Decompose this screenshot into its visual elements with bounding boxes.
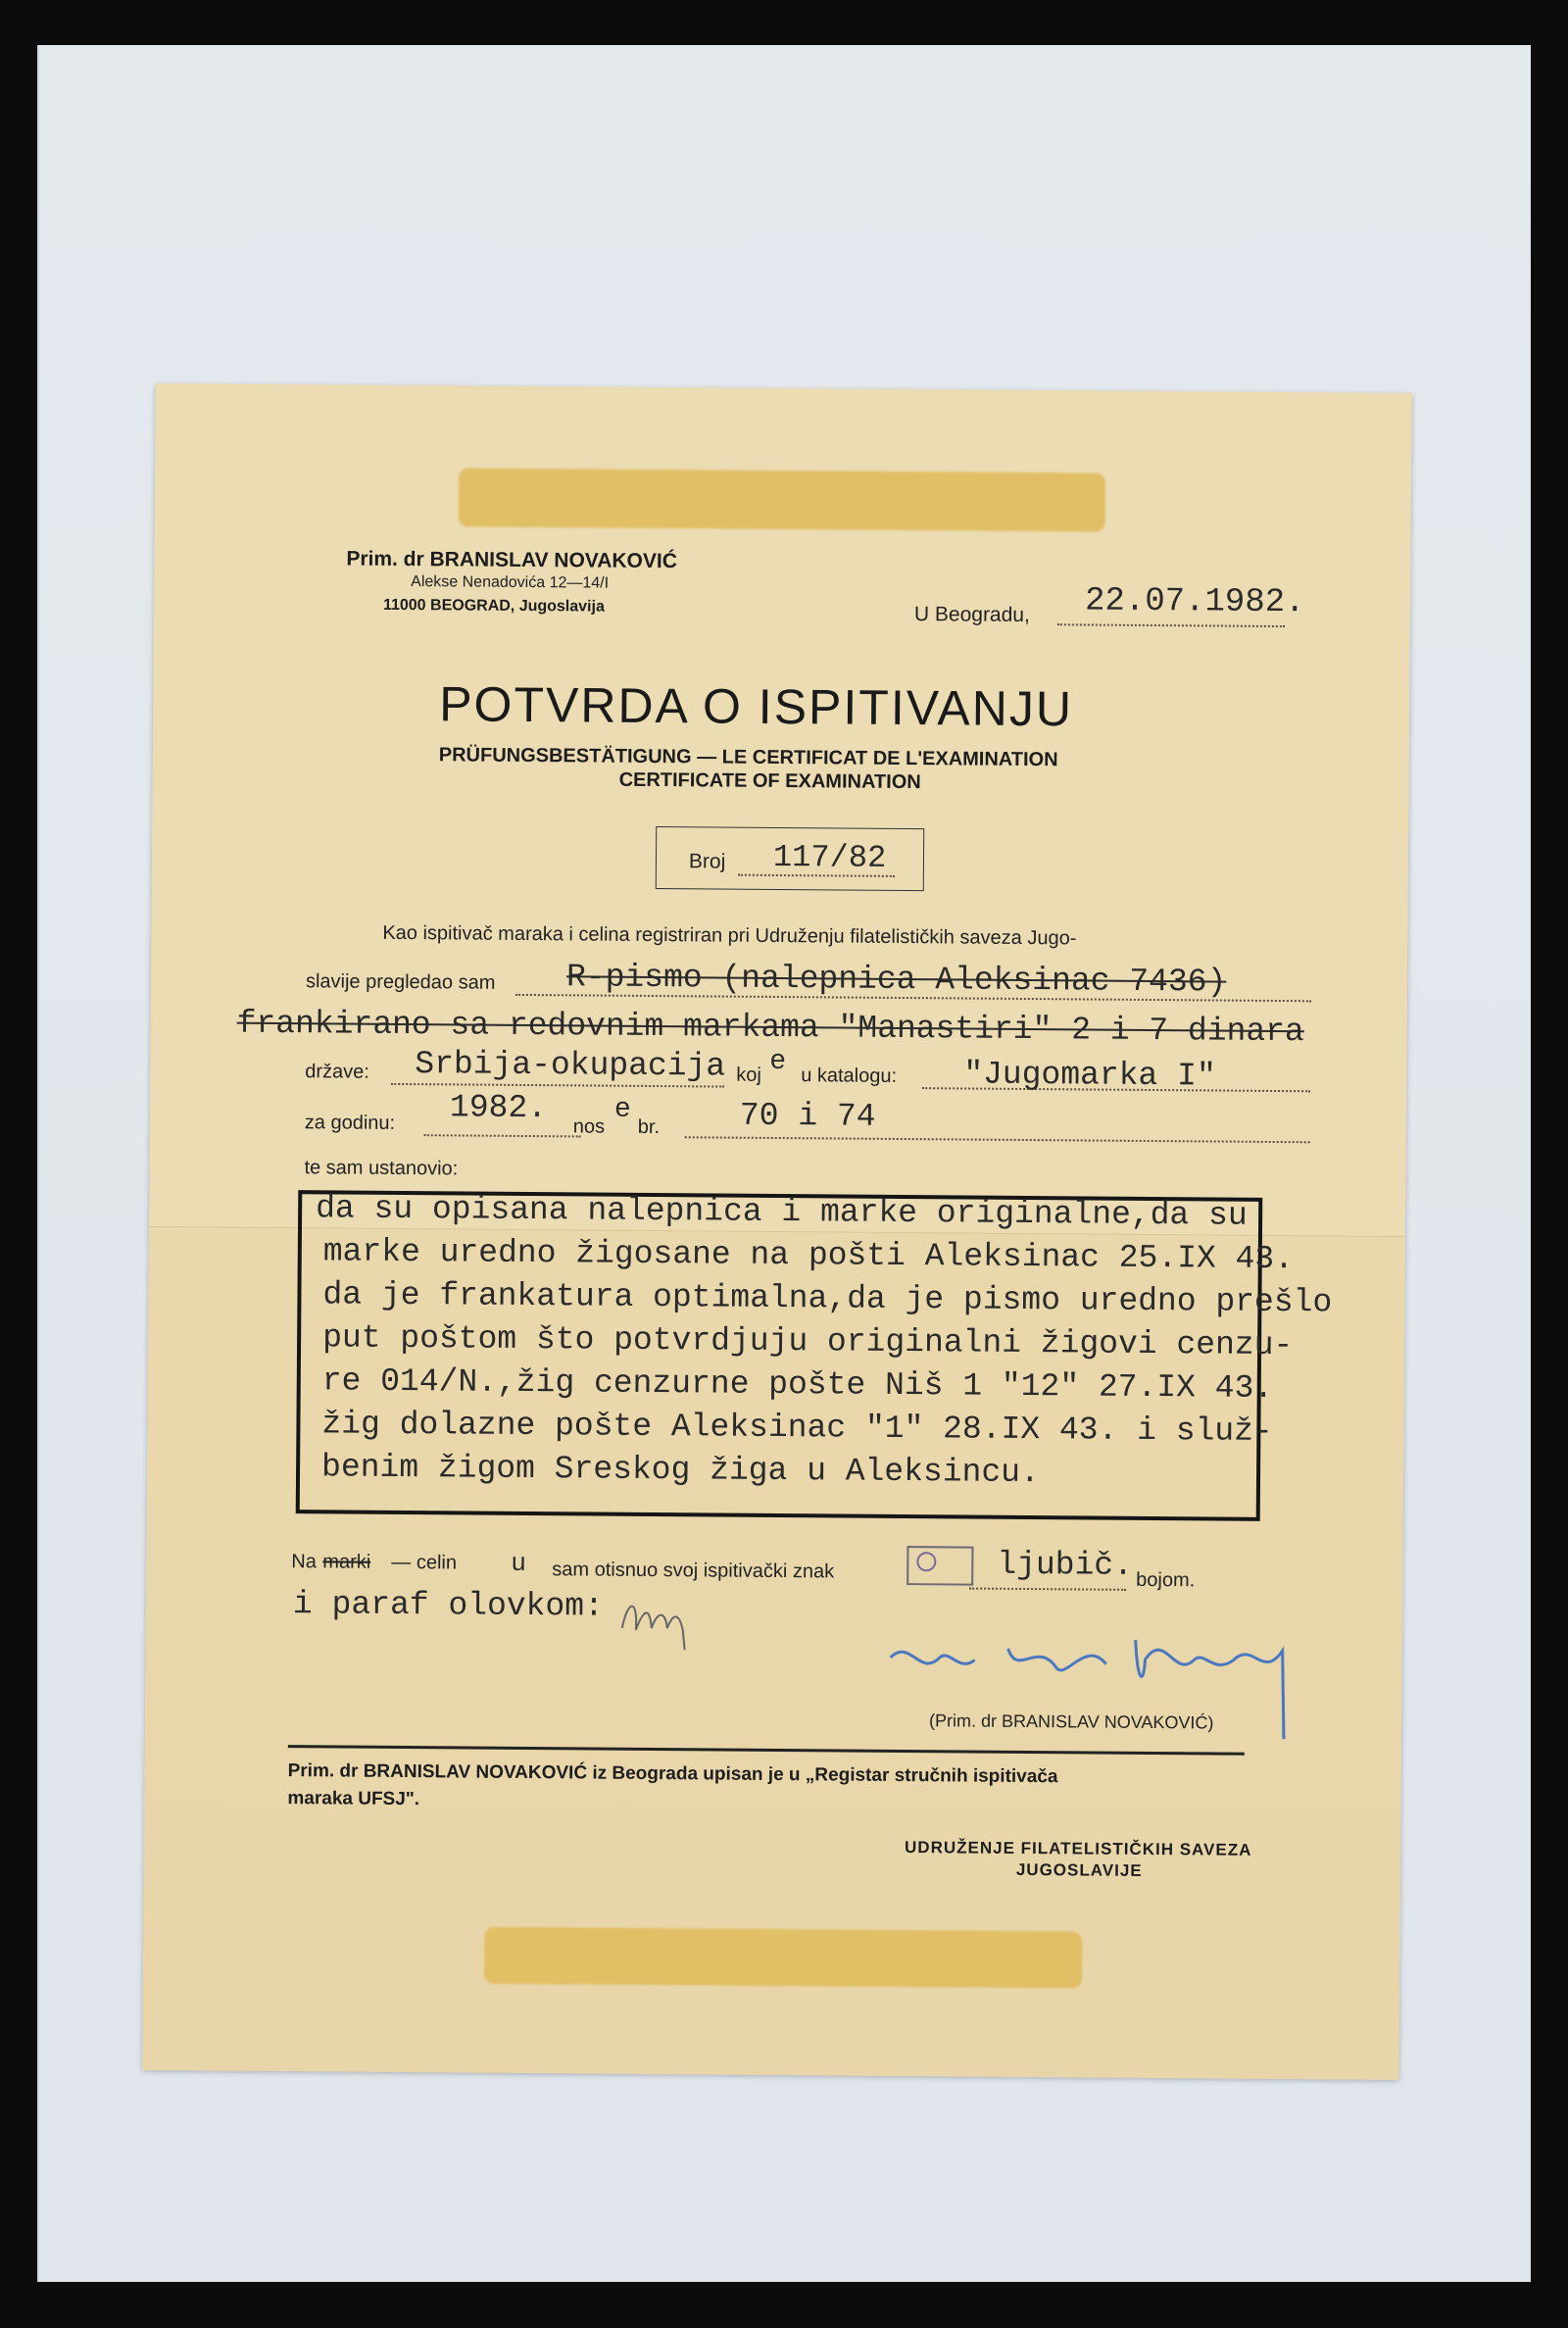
stamp-color: ljubič. <box>997 1546 1134 1584</box>
issuer-city: 11000 BEOGRAD, Jugoslavija <box>382 596 605 616</box>
date-value: 22.07.1982. <box>1084 582 1305 622</box>
bojom-label: bojom. <box>1136 1568 1196 1592</box>
org-line-1: UDRUŽENJE FILATELISTIČKIH SAVEZA <box>904 1838 1252 1859</box>
number-label: Broj <box>688 850 726 873</box>
koj-label: koj <box>736 1064 761 1086</box>
examiner-mark-icon <box>908 1548 971 1584</box>
finding-line-4: put poštom što potvrdjuju originalni žigovi cenzu- <box>321 1319 1294 1364</box>
br-label: br. <box>637 1115 661 1139</box>
finding-line-2: marke uredno žigosane na pošti Aleksinac 25.IX 43. <box>322 1233 1295 1278</box>
intro-line-1: Kao ispitivač maraka i celina registriran pri Udruženju filatelističkih saveza Jugo- <box>382 921 1077 950</box>
finding-line-7: benim žigom Sreskog žiga u Aleksincu. <box>320 1449 1040 1492</box>
catalog-value: "Jugomarka I" <box>963 1056 1216 1095</box>
catalog-label: u katalogu: <box>801 1065 898 1087</box>
stamp-text: sam otisnuo svoj ispitivački znak <box>552 1559 835 1583</box>
koj-suffix: e <box>769 1046 787 1078</box>
state-label: države: <box>305 1061 369 1083</box>
na-label: Na <box>291 1551 318 1573</box>
celin-label: — celin <box>391 1551 458 1574</box>
finding-line-6: žig dolazne pošte Aleksinac "1" 28.IX 43. i služ- <box>321 1406 1273 1450</box>
number-value: 117/82 <box>772 838 887 876</box>
paraf-label: i paraf olovkom: <box>292 1586 604 1625</box>
examiner-mark-box <box>906 1546 973 1586</box>
nos-label: nos <box>572 1115 606 1138</box>
intro-line-2: slavije pregledao sam <box>305 970 496 994</box>
org-line-2: JUGOSLAVIJE <box>1015 1859 1143 1880</box>
register-line-2: maraka UFSJ". <box>287 1788 420 1810</box>
celin-suffix: u <box>511 1548 527 1578</box>
state-value: Srbija-okupacija <box>415 1046 726 1085</box>
established-label: te sam ustanovio: <box>304 1157 459 1180</box>
place-label: U Beogradu, <box>913 603 1030 627</box>
page-title: POTVRDA O ISPITIVANJU <box>438 676 1074 737</box>
subtitle-de-fr: PRÜFUNGSBESTÄTIGUNG — LE CERTIFICAT DE L'EXAMINATION <box>438 744 1058 771</box>
item-typed: R-pismo (nalepnica Aleksinac 7436) <box>565 959 1227 1001</box>
item-typed-2: frankirano sa redovnim markama "Manastiri" 2 i 7 dinara <box>236 1005 1304 1051</box>
subtitle-en: CERTIFICATE OF EXAMINATION <box>618 768 921 794</box>
finding-line-1: da su opisana nalepnica i marke originalne,da su <box>316 1190 1248 1234</box>
certificate-sheet <box>142 383 1411 2079</box>
na-struck: marki <box>322 1551 371 1573</box>
issuer-street: Alekse Nenadovića 12—14/I <box>411 573 610 592</box>
year-label: za godinu: <box>304 1112 396 1134</box>
issuer-name: Prim. dr BRANISLAV NOVAKOVIĆ <box>346 547 678 573</box>
finding-line-3: da je frankatura optimalna,da je pismo uredno prešlo <box>322 1276 1333 1321</box>
signature-caption: (Prim. dr BRANISLAV NOVAKOVIĆ) <box>929 1710 1214 1733</box>
finding-line-5: re 014/N.,žig cenzurne pošte Niš 1 "12" 27.IX 43. <box>321 1362 1274 1407</box>
paraf-scribble <box>614 1589 713 1659</box>
br-value: 70 i 74 <box>739 1097 876 1135</box>
year-value: 1982. <box>449 1089 548 1127</box>
top-hinge-tape <box>459 468 1105 531</box>
nos-suffix: e <box>613 1094 631 1125</box>
bottom-hinge-tape <box>484 1927 1082 1989</box>
register-line-1: Prim. dr BRANISLAV NOVAKOVIĆ iz Beograda upisan je u „Registar stručnih ispitivača <box>287 1760 1058 1788</box>
